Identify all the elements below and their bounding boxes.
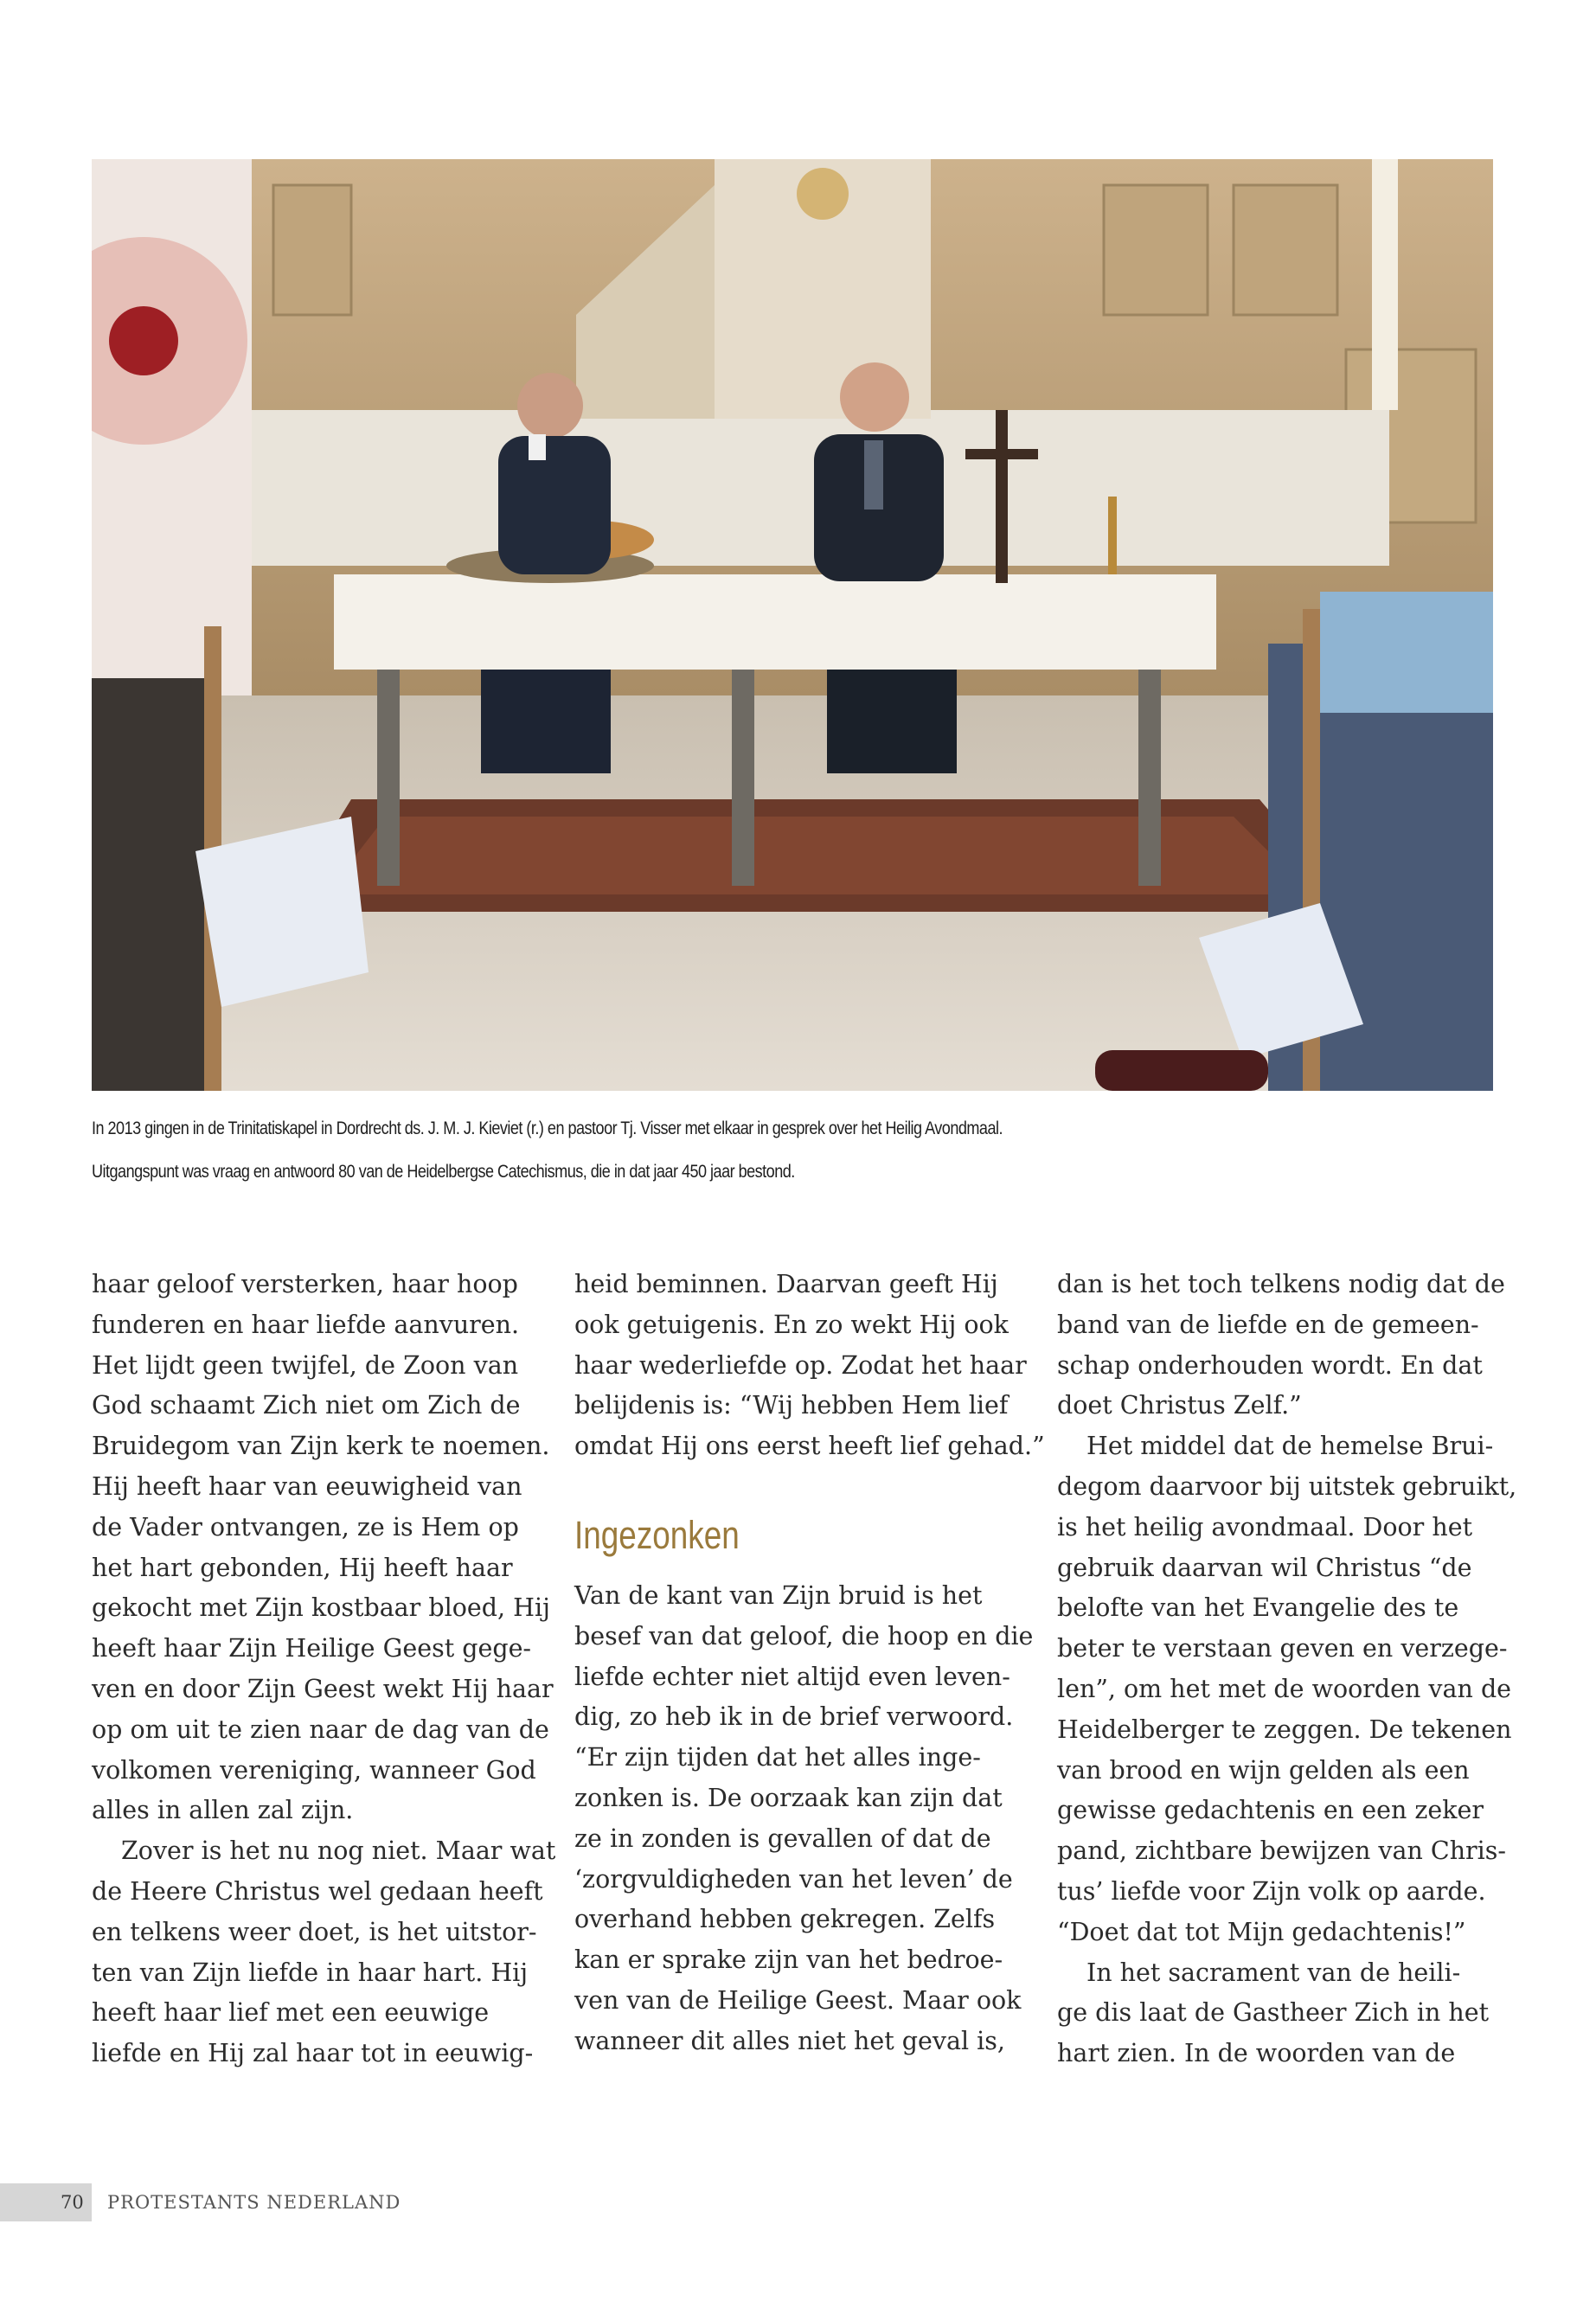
article-column-1 xyxy=(92,1265,556,2074)
text-line: ge dis laat de Gastheer Zich in het xyxy=(1057,1998,1490,2028)
text-line: dan is het toch telkens nodig dat de xyxy=(1057,1270,1505,1298)
text-line: God schaamt Zich niet om Zich de xyxy=(92,1391,521,1420)
page-number: 70 xyxy=(61,2192,84,2213)
text-line: liefde en Hij zal haar tot in eeuwig- xyxy=(92,2039,534,2068)
text-line: Zover is het nu nog niet. Maar wat xyxy=(121,1836,556,1866)
photo-illustration xyxy=(92,159,1493,1091)
text-line: ven van de Heilige Geest. Maar ook xyxy=(574,1985,1022,2015)
text-line: ven en door Zijn Geest wekt Hij haar xyxy=(92,1674,554,1703)
text-line: Van de kant van Zijn bruid is het xyxy=(574,1580,983,1610)
text-line: kan er sprake zijn van het bedroe- xyxy=(574,1945,1003,1975)
text-line: heeft haar Zijn Heilige Geest gege- xyxy=(92,1634,532,1663)
text-line: besef van dat geloof, die hoop en die xyxy=(574,1621,1034,1650)
text-line: ten van Zijn liefde in haar hart. Hij xyxy=(92,1958,529,1987)
section-heading: Ingezonken xyxy=(574,1512,740,1557)
text-line: Het middel dat de hemelse Brui- xyxy=(1086,1432,1494,1461)
text-line: ze in zonden is gevallen of dat de xyxy=(574,1823,991,1853)
text-line: heid beminnen. Daarvan geeft Hij xyxy=(574,1270,998,1298)
text-line: ook getuigenis. En zo wekt Hij ook xyxy=(574,1310,1009,1339)
text-line: wanneer dit alles niet het geval is, xyxy=(574,2026,1005,2055)
text-line: len”, om het met de woorden van de xyxy=(1057,1674,1512,1703)
text-line: haar geloof versterken, haar hoop xyxy=(92,1270,518,1298)
text-line: volkomen vereniging, wanneer God xyxy=(92,1755,536,1785)
text-line: belijdenis is: “Wij hebben Hem lief xyxy=(574,1391,1009,1420)
text-line: en telkens weer doet, is het uitstor- xyxy=(92,1917,537,1946)
text-line: de Vader ontvangen, ze is Hem op xyxy=(92,1512,519,1541)
article-column-3 xyxy=(1057,1265,1517,2074)
text-line: alles in allen zal zijn. xyxy=(92,1796,354,1825)
text-line: op om uit te zien naar de dag van de xyxy=(92,1715,549,1744)
text-line: gekocht met Zijn kostbaar bloed, Hij xyxy=(92,1593,550,1623)
text-line: Het lijdt geen twijfel, de Zoon van xyxy=(92,1350,519,1380)
text-line: de Heere Christus wel gedaan heeft xyxy=(92,1876,543,1906)
text-line: Bruidegom van Zijn kerk te noemen. xyxy=(92,1432,550,1461)
caption-line: In 2013 gingen in de Trinitatiskapel in Dordrecht ds. J. M. J. Kieviet (r.) en pastoor Tj. Visser met elkaar in gesprek over het Heilig Avondmaal. xyxy=(92,1118,1003,1138)
article-photo xyxy=(92,159,1493,1091)
text-line: dig, zo heb ik in de brief verwoord. xyxy=(574,1702,1014,1732)
photo-caption xyxy=(92,1107,1519,1194)
caption-line: Uitgangspunt was vraag en antwoord 80 van de Heidelbergse Catechismus, die in dat jaar 450 jaar bestond. xyxy=(92,1162,795,1182)
text-line: pand, zichtbare bewijzen van Chris- xyxy=(1057,1836,1507,1866)
text-line: doet Christus Zelf.” xyxy=(1057,1391,1302,1420)
text-line: liefde echter niet altijd even leven- xyxy=(574,1662,1010,1691)
text-line: hart zien. In de woorden van de xyxy=(1057,2039,1456,2068)
text-line: band van de liefde en de gemeen- xyxy=(1057,1310,1479,1339)
text-line: In het sacrament van de heili- xyxy=(1086,1958,1461,1987)
text-line: Heidelberger te zeggen. De tekenen xyxy=(1057,1715,1512,1744)
text-line: ‘zorgvuldigheden van het leven’ de xyxy=(574,1864,1013,1894)
text-line: “Er zijn tijden dat het alles inge- xyxy=(574,1743,981,1772)
text-line: “Doet dat tot Mijn gedachtenis!” xyxy=(1057,1917,1466,1946)
text-line: is het heilig avondmaal. Door het xyxy=(1057,1512,1473,1541)
article-column-2 xyxy=(574,1265,1045,2062)
text-line: schap onderhouden wordt. En dat xyxy=(1057,1350,1483,1380)
text-line: haar wederliefde op. Zodat het haar xyxy=(574,1350,1027,1380)
text-line: Hij heeft haar van eeuwigheid van xyxy=(92,1471,522,1501)
publication-title: PROTESTANTS NEDERLAND xyxy=(107,2192,401,2213)
text-line: heeft haar lief met een eeuwige xyxy=(92,1998,490,2028)
text-line: belofte van het Evangelie des te xyxy=(1057,1593,1459,1623)
text-line: tus’ liefde voor Zijn volk op aarde. xyxy=(1057,1876,1486,1906)
text-line: het hart gebonden, Hij heeft haar xyxy=(92,1553,513,1582)
text-line: omdat Hij ons eerst heeft lief gehad.” xyxy=(574,1432,1045,1461)
text-line: zonken is. De oorzaak kan zijn dat xyxy=(574,1783,1003,1812)
text-line: degom daarvoor bij uitstek gebruikt, xyxy=(1057,1471,1517,1501)
text-line: funderen en haar liefde aanvuren. xyxy=(92,1310,520,1339)
text-line: beter te verstaan geven en verzege- xyxy=(1057,1634,1508,1663)
text-line: gewisse gedachtenis en een zeker xyxy=(1057,1796,1484,1825)
text-line: overhand hebben gekregen. Zelfs xyxy=(574,1905,996,1934)
text-line: gebruik daarvan wil Christus “de xyxy=(1057,1553,1472,1582)
text-line: van brood en wijn gelden als een xyxy=(1057,1755,1470,1785)
